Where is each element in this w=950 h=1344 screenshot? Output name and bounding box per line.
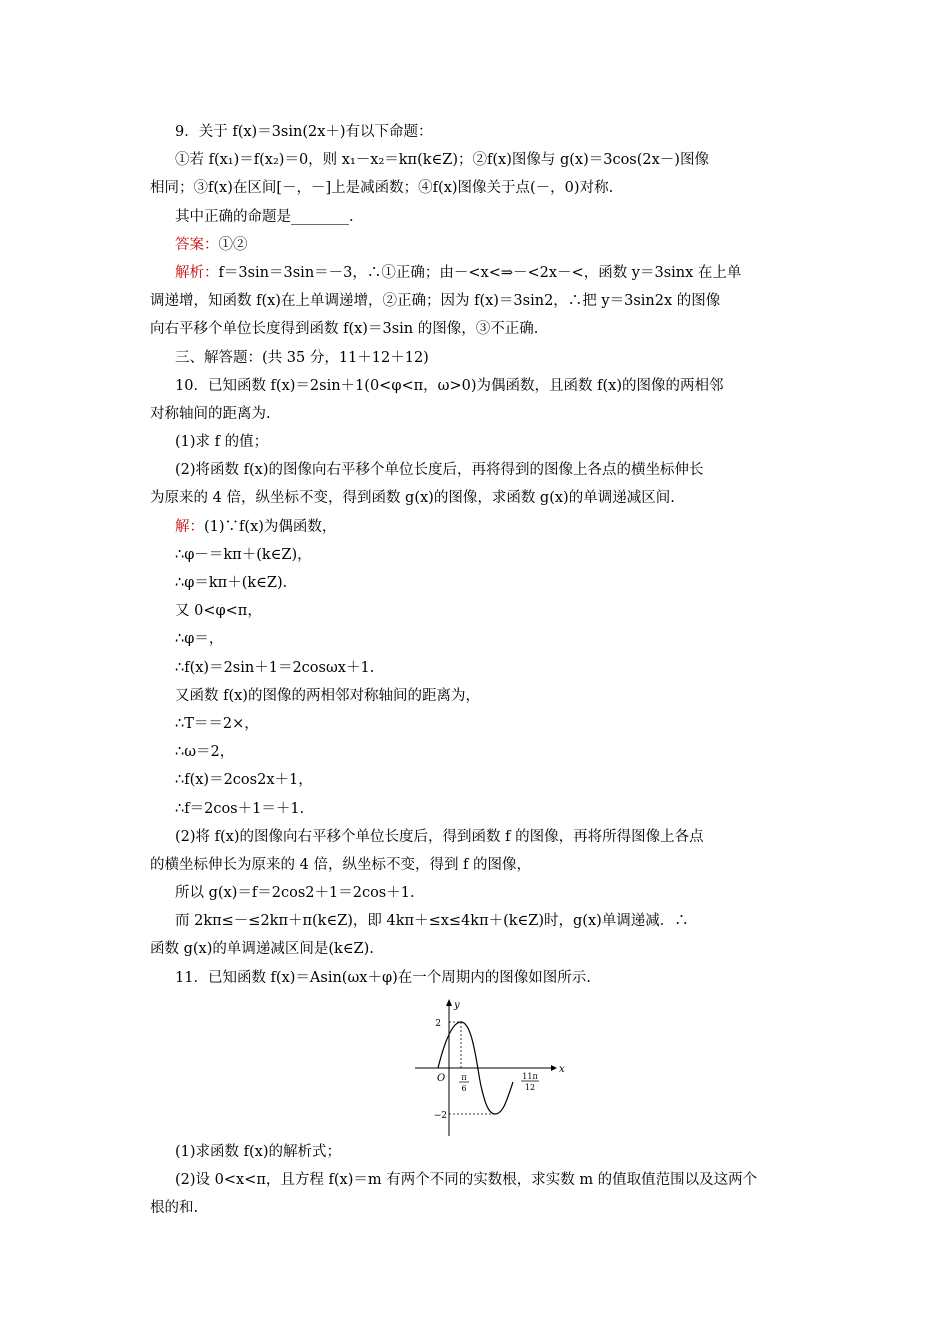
x-axis-arrow xyxy=(551,1065,557,1071)
document-body xyxy=(150,118,815,1222)
x-axis-label: x xyxy=(559,1063,565,1075)
q10-solution-line8: ∴T＝＝2×， xyxy=(175,715,259,732)
q11-stem: 11．已知函数 f(x)＝Asin(ωx＋φ)在一个周期内的图像如图所示. xyxy=(175,969,591,986)
q10-solution-line1: 解：(1)∵f(x)为偶函数， xyxy=(175,518,337,535)
q10-stem-line1: 10．已知函数 f(x)＝2sin＋1(0<φ<π，ω>0)为偶函数，且函数 f(x)的图像的两相邻 xyxy=(175,377,724,394)
tick1-denominator: 6 xyxy=(461,1083,467,1093)
q10-part2-line1: (2)将函数 f(x)的图像向右平移个单位长度后，再将得到的图像上各点的横坐标伸长 xyxy=(175,462,704,479)
q10-solution-line2: ∴φ－＝kπ＋(k∈Z)， xyxy=(175,546,312,563)
q10-solution-line6: ∴f(x)＝2sin＋1＝2cosωx＋1. xyxy=(175,659,375,676)
q10-solution-line4: 又 0<φ<π， xyxy=(175,603,262,620)
y-max-label: 2 xyxy=(435,1018,441,1029)
q9-propositions-line1: ①若 f(x₁)＝f(x₂)＝0，则 x₁－x₂＝kπ(k∈Z)；②f(x)图像与 g(x)＝3cos(2x－)图像 xyxy=(175,152,709,169)
q9-stem: 9．关于 f(x)＝3sin(2x＋)有以下命题： xyxy=(175,124,433,140)
y-axis-label: y xyxy=(454,999,460,1011)
q9-analysis-line3: 向右平移个单位长度得到函数 f(x)＝3sin 的图像，③不正确. xyxy=(150,321,539,338)
q10-solution-part2-line1: (2)将 f(x)的图像向右平移个单位长度后，得到函数 f 的图像，再将所得图像上各点 xyxy=(175,828,704,845)
origin-label: O xyxy=(437,1072,446,1084)
analysis-label: 解析： xyxy=(175,264,219,281)
q10-solution-line10: ∴f(x)＝2cos2x＋1， xyxy=(175,772,313,789)
q10-solution-part2-line5: 函数 g(x)的单调递减区间是(k∈Z). xyxy=(150,941,374,958)
q10-solution-line3: ∴φ＝kπ＋(k∈Z). xyxy=(175,575,288,591)
tick2-denominator: 12 xyxy=(524,1082,536,1092)
sine-graph xyxy=(415,996,565,1138)
q10-solution-part2-line4: 而 2kπ≤－≤2kπ＋π(k∈Z)，即 4kπ＋≤x≤4kπ＋(k∈Z)时，g(x)单调递减．∴ xyxy=(175,913,689,930)
solution-label: 解： xyxy=(175,518,204,535)
y-min-label: −2 xyxy=(433,1110,447,1121)
tick2-numerator: 11π xyxy=(522,1071,538,1081)
q10-part2-line2: 为原来的 4 倍，纵坐标不变，得到函数 g(x)的图像，求函数 g(x)的单调递减区间. xyxy=(150,490,675,507)
q10-stem-line2: 对称轴间的距离为. xyxy=(150,405,271,422)
q9-analysis-line1: 解析：f＝3sin＝3sin＝－3，∴①正确；由－<x<⇒－<2x－<，函数 y＝3sinx 在上单 xyxy=(175,264,742,281)
q9-answer: 答案：①② xyxy=(175,236,248,253)
q10-solution-line5: ∴φ＝， xyxy=(175,631,224,648)
q10-solution-line9: ∴ω＝2， xyxy=(175,744,235,761)
tick1-numerator: π xyxy=(461,1072,467,1082)
q9-propositions-line2: 相同；③f(x)在区间[－，－]上是减函数；④f(x)图像关于点(－，0)对称. xyxy=(150,180,614,197)
q9-question: 其中正确的命题是________. xyxy=(175,208,354,225)
q9-analysis-line2: 调递增，知函数 f(x)在上单调递增，②正确；因为 f(x)＝3sin2，∴把 y＝3sin2x 的图像 xyxy=(150,293,721,310)
q10-solution-part2-line3: 所以 g(x)＝f＝2cos2＋1＝2cos＋1. xyxy=(175,885,415,902)
q10-solution-part2-line2: 的横坐标伸长为原来的 4 倍，纵坐标不变，得到 f 的图像， xyxy=(150,856,532,873)
q10-solution-line11: ∴f＝2cos＋1＝＋1. xyxy=(175,800,305,817)
q10-part1: (1)求 f 的值； xyxy=(175,434,269,451)
section-heading: 三、解答题：(共 35 分，11＋12＋12) xyxy=(175,349,429,366)
answer-label: 答案： xyxy=(175,236,219,253)
q11-part2-line1: (2)设 0<x<π，且方程 f(x)＝m 有两个不同的实数根，求实数 m 的值取值范围以及这两个 xyxy=(175,1172,758,1188)
sine-graph-figure xyxy=(175,996,815,1138)
q11-part1: (1)求函数 f(x)的解析式； xyxy=(175,1143,342,1160)
q10-solution-line7: 又函数 f(x)的图像的两相邻对称轴间的距离为， xyxy=(175,687,480,704)
q11-part2-line2: 根的和. xyxy=(150,1200,199,1217)
y-axis-arrow xyxy=(446,999,452,1006)
